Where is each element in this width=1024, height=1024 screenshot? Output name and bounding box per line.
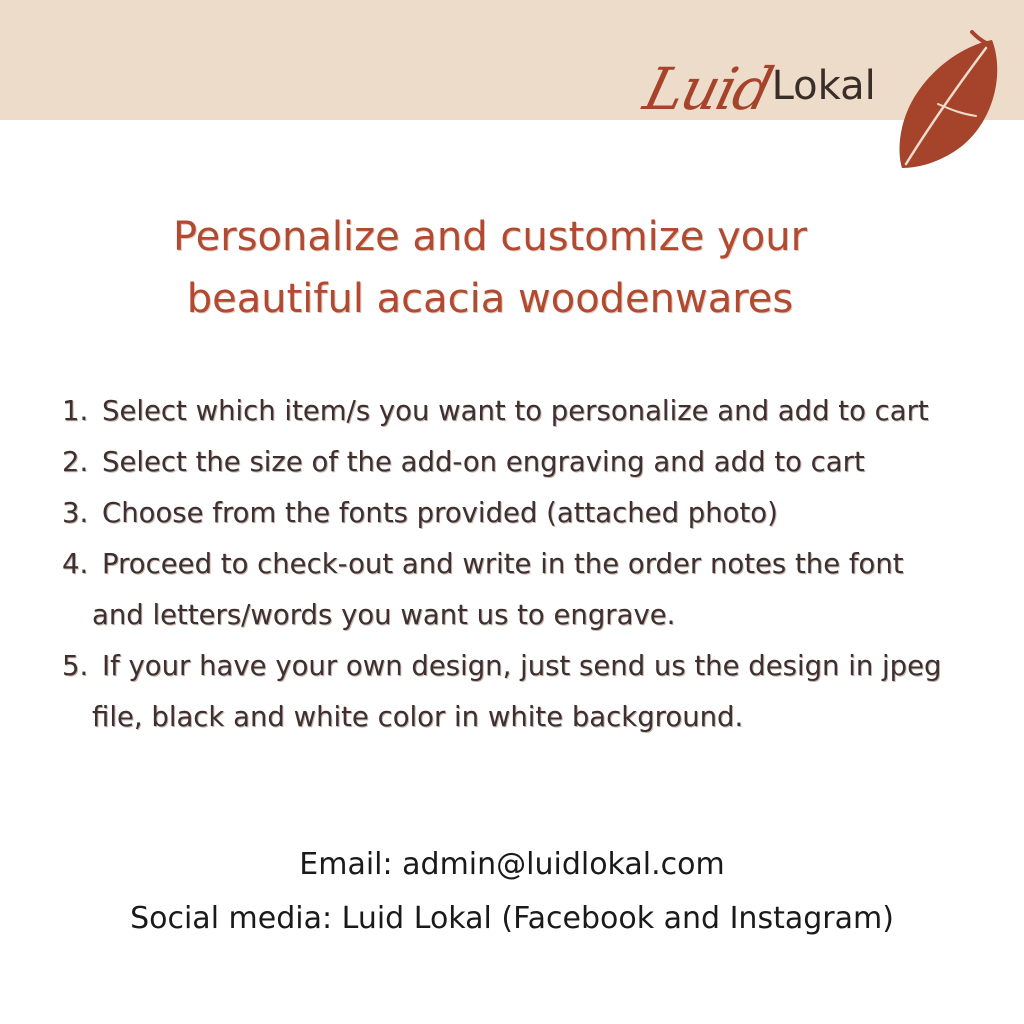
logo-script-text: Luid (637, 55, 779, 123)
step-item-3 (62, 488, 1002, 539)
step-text: If your have your own design, just send us the design in jpeg (102, 650, 942, 682)
steps-list (62, 386, 1002, 743)
leaf-icon (892, 30, 1004, 172)
headline-line-2: beautiful acacia woodenwares (186, 276, 794, 322)
step-number: 1. (62, 395, 89, 427)
step-item-5-continued: file, black and white color in white background. (92, 701, 744, 733)
contact-block (0, 838, 1024, 946)
step-number: 4. (62, 548, 89, 580)
leaf-stem (972, 32, 988, 44)
headline-line-1: Personalize and customize your (172, 214, 808, 260)
logo-word-text: Lokal (771, 63, 876, 109)
step-text: Select the size of the add-on engraving and add to cart (102, 446, 865, 478)
step-item-2 (62, 437, 1002, 488)
contact-social: Social media: Luid Lokal (Facebook and Instagram) (130, 901, 894, 936)
step-number: 3. (62, 497, 89, 529)
headline (120, 206, 860, 330)
contact-email: Email: admin@luidlokal.com (299, 847, 725, 882)
step-item-1 (62, 386, 1002, 437)
step-item-4-continued: and letters/words you want us to engrave. (92, 599, 676, 631)
brand-logo (637, 28, 876, 123)
step-item-5 (62, 641, 1002, 692)
step-item-4 (62, 539, 1002, 590)
step-text: Select which item/s you want to personalize and add to cart (102, 395, 929, 427)
step-number: 2. (62, 446, 89, 478)
step-number: 5. (62, 650, 89, 682)
step-text: Proceed to check-out and write in the order notes the font (102, 548, 904, 580)
step-text: Choose from the fonts provided (attached photo) (102, 497, 778, 529)
